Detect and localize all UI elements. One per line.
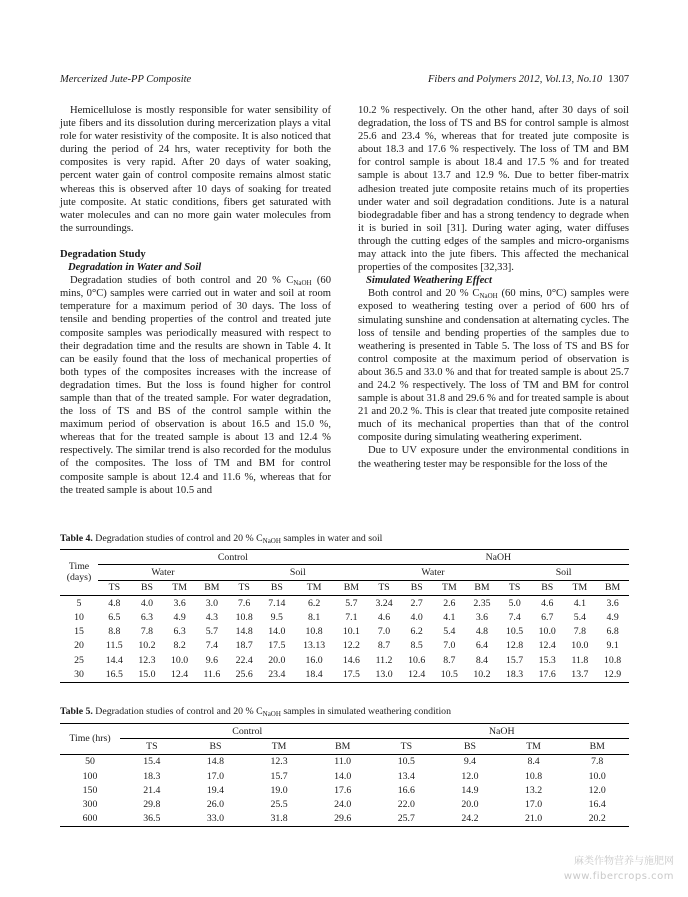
table5-value-cell: 31.8 (270, 813, 288, 825)
table4-value-cell: 7.14 (268, 597, 286, 609)
table4-env-soil: Soil (228, 565, 368, 580)
subscript: NaOH (479, 292, 498, 301)
subsection-heading-weathering: Simulated Weathering Effect (366, 275, 492, 287)
table5-col-header: TS (400, 740, 413, 752)
table4-value-cell: 12.2 (342, 640, 360, 652)
table4-value-cell: 8.2 (173, 640, 186, 652)
table4-value-cell: 8.1 (307, 611, 321, 623)
table4-value-cell: 10.8 (235, 611, 253, 623)
text-fragment: samples in water and soil (280, 533, 383, 544)
table4-value-cell: 2.35 (473, 597, 491, 609)
table4-body (60, 595, 629, 682)
table4-value-cell: 15.7 (506, 654, 524, 666)
table5-value-cell: 12.0 (461, 770, 479, 782)
table4-value-cell: 6.2 (307, 597, 321, 609)
table4-col-header: TS (508, 582, 521, 594)
table4-value-cell: 10.8 (604, 654, 622, 666)
watermark-chinese: 麻类作物营养与施肥网 (574, 856, 674, 867)
table5-value-cell: 7.8 (591, 756, 604, 768)
table4-value-cell: 10.0 (538, 626, 556, 638)
table4-value-cell: 4.9 (173, 611, 186, 623)
table4-value-cell: 3.6 (173, 597, 186, 609)
table4-value-cell: 7.6 (238, 597, 251, 609)
table4-value-cell: 11.6 (203, 669, 221, 681)
table-row (60, 754, 629, 769)
table4-value-cell: 9.1 (606, 640, 619, 652)
table5-value-cell: 15.7 (270, 770, 288, 782)
table4-label: Table 4. (60, 533, 93, 544)
table5-value-cell: 20.0 (461, 799, 479, 811)
table5-value-cell: 36.5 (143, 813, 161, 825)
table4-value-cell: 7.8 (140, 626, 154, 638)
table4-time-cell: 25 (74, 654, 84, 666)
subsection-heading-water-soil: Degradation in Water and Soil (68, 262, 202, 274)
table5-value-cell: 8.4 (527, 756, 540, 768)
table4-value-cell: 12.8 (506, 640, 524, 652)
table-row (60, 667, 629, 682)
table4-value-cell: 4.1 (573, 597, 586, 609)
table4-value-cell: 8.8 (108, 626, 121, 638)
text-fragment: Degradation studies of control and 20 % C (92, 533, 263, 544)
table4-group-control: Control (98, 550, 368, 565)
table5-value-cell: 19.4 (206, 784, 225, 796)
table4-value-cell: 10.0 (171, 654, 189, 666)
table4-value-cell: 10.2 (473, 669, 491, 681)
table5-value-cell: 12.3 (270, 756, 288, 768)
table5-value-cell: 21.4 (143, 784, 161, 796)
table4-value-cell: 6.3 (173, 626, 186, 638)
table-row (60, 783, 629, 797)
table4-value-cell: 3.0 (205, 597, 218, 609)
table5-value-cell: 17.6 (334, 784, 352, 796)
table4 (60, 549, 629, 683)
table4-value-cell: 12.4 (408, 669, 426, 681)
table5-value-cell: 19.0 (270, 784, 288, 796)
text-fragment: (60 mins, 0°C) samples were exposed to weathering testing over a period of 600 hrs of simulating sunshine and condensation at alternating cycles. The loss of tensile and bending properties of the samples due to weathering is presented in Table 5. The loss of TS and BS for control composite at the maximum period of observation is about 36.5 and 33.0 % and that for treated sample is about 25.7 and 24.2 % respectively. The loss of TM and BM for control sample is about 31.8 and 29.6 % and for treated sample is about 21 and 20.2 %. This is clear that treated jute composite retained much of its mechanical properties than that of the control composite during simulating weathering experiment. (358, 288, 629, 444)
table5-col-header: BS (209, 740, 222, 752)
table4-value-cell: 23.4 (268, 669, 286, 681)
table4-value-cell: 7.8 (573, 626, 586, 638)
table4-value-cell: 5.4 (573, 611, 586, 623)
table-row (60, 639, 629, 653)
table5-value-cell: 29.6 (334, 813, 352, 825)
table4-col-header: TM (441, 582, 457, 594)
table5-col-header: BM (335, 740, 351, 752)
table4-col-header: BS (140, 582, 153, 594)
table4-value-cell: 8.5 (410, 640, 423, 652)
table4-value-cell: 8.4 (475, 654, 489, 666)
table5-value-cell: 26.0 (206, 799, 225, 811)
table4-value-cell: 4.6 (377, 611, 391, 623)
table4-col-header: TM (572, 582, 588, 594)
table4-value-cell: 15.0 (138, 669, 156, 681)
table4-col-header: TS (238, 582, 250, 594)
subscript: NaOH (293, 279, 312, 288)
table4-value-cell: 14.0 (268, 626, 286, 638)
table4-value-cell: 5.4 (443, 626, 456, 638)
table4-value-cell: 2.7 (410, 597, 423, 609)
table4-value-cell: 14.4 (105, 654, 123, 666)
table5-value-cell: 25.7 (397, 813, 415, 825)
table4-value-cell: 4.0 (140, 597, 154, 609)
table5-value-cell: 17.0 (206, 770, 225, 782)
table5-value-cell: 14.9 (461, 784, 479, 796)
subscript: NaOH (262, 710, 281, 718)
text-fragment: (60 mins, 0°C) samples were carried out in water and soil at room temperature for a maximum period of 30 days. The loss of tensile and bending properties of the control and treated jute composite samples was periodically measured with respect to their degradation time and the results are shown in Table 4. It can be easily found that the loss of mechanical properties of both types of the composites increases with the increase of degradation times. But the loss is found higher for control sample than that of the treated sample. For water degradation, the loss of TS and BS of the control sample within the maximum period of observation is about 16.5 and 15.0 %, whereas that for the treated sample is about 13 and 12.4 % respectively. The similar trend is also recorded for the modulus of the composites. The loss of TM and BM for control composite sample is about 12.4 and 11.6 %, whereas that for the treated sample is about 10.5 and (60, 275, 331, 496)
table5-value-cell: 21.0 (524, 813, 543, 825)
table4-value-cell: 22.4 (235, 654, 253, 666)
table5-value-cell: 9.4 (463, 756, 477, 768)
table4-value-cell: 12.9 (604, 669, 622, 681)
section-heading-degradation-study: Degradation Study (60, 248, 146, 260)
table4-col-header: BS (410, 582, 423, 594)
table5-value-cell: 13.2 (524, 784, 543, 796)
table4-value-cell: 13.7 (571, 669, 589, 681)
table-row (60, 595, 629, 610)
table4-value-cell: 25.6 (235, 669, 253, 681)
table4-env-soil: Soil (498, 565, 629, 580)
table4-group-naoh: NaOH (368, 550, 629, 565)
table5-time-header: Time (hrs) (69, 733, 111, 745)
table5 (60, 723, 629, 827)
table4-time-cell: 30 (74, 669, 84, 681)
table4-col-header: TS (378, 582, 390, 594)
table4-value-cell: 6.3 (140, 611, 154, 623)
table4-value-cell: 6.8 (606, 626, 619, 638)
table5-time-cell: 150 (82, 784, 98, 796)
table5-col-header: TM (526, 740, 541, 752)
table4-value-cell: 6.7 (541, 611, 554, 623)
paragraph-hemicellulose: Hemicellulose is mostly responsible for water sensibility of jute fibers and its dissolution during mercerization plays a vital role for water resistivity of the composite. It is also noticed that during the period of 24 hrs, water receptivity for both the composites is very rapid. After 20 days of water soaking, percent water gain of control composite remains almost static whereas this is observed after 10 days of soaking for treated jute composite. At static conditions, fibers get saturated with water molecules and can no more gain water molecules from the surroundings. (60, 105, 331, 234)
table5-value-cell: 14.0 (334, 770, 352, 782)
table-row (60, 610, 629, 624)
table4-value-cell: 18.7 (235, 640, 253, 652)
paragraph-weathering (358, 287, 629, 444)
table5-value-cell: 10.5 (397, 756, 415, 768)
table5-group-control: Control (120, 724, 375, 739)
table4-value-cell: 2.6 (443, 597, 456, 609)
table4-value-cell: 15.3 (538, 654, 556, 666)
table4-value-cell: 7.0 (377, 626, 391, 638)
journal-name: Fibers and Polymers 2012, Vol.13, No.10 (428, 74, 603, 85)
table5-col-header: TS (146, 740, 158, 752)
running-title: Mercerized Jute-PP Composite (60, 74, 192, 85)
table4-value-cell: 12.3 (138, 654, 156, 666)
table4-value-cell: 16.0 (305, 654, 323, 666)
table4-value-cell: 3.24 (375, 597, 393, 609)
table4-value-cell: 4.0 (410, 611, 423, 623)
table4-caption (60, 533, 382, 544)
table4-time-cell: 5 (76, 597, 82, 609)
table4-value-cell: 10.6 (408, 654, 426, 666)
table4-value-cell: 11.8 (571, 654, 589, 666)
table4-value-cell: 18.3 (506, 669, 524, 681)
table4-value-cell: 5.0 (508, 597, 521, 609)
table5-group-naoh: NaOH (375, 724, 630, 739)
table4-value-cell: 11.5 (105, 640, 123, 652)
text-fragment: Degradation studies of both control and 20 % C (70, 275, 294, 287)
table4-value-cell: 9.6 (205, 654, 218, 666)
left-column (60, 104, 331, 497)
table5-col-header: BS (463, 740, 476, 752)
table4-value-cell: 11.2 (375, 654, 393, 666)
paragraph-soil-results: 10.2 % respectively. On the other hand, after 30 days of soil degradation, the loss of TS and BS for control sample is almost 25.6 and 23.4 %, whereas that for treated jute composite is about 18.3 and 17.6 % respectively. The loss of TM and BM for control sample is about 18.4 and 17.5 % and for treated sample is about 13.7 and 12.9 %. Due to better fiber-matrix adhesion treated jute composite retains much of its properties under water and soil degradation conditions. Jute is a natural biodegradable fiber and has a strong tendency to degrade when it is buried in soil [31]. During water aging, water diffuses through the cutting edges of the samples and micro-organisms may attack into the jute fibers. This affected the mechanical properties of the composites [32,33]. (358, 105, 629, 274)
table4-value-cell: 16.5 (105, 669, 123, 681)
table4-value-cell: 6.4 (475, 640, 489, 652)
table4-value-cell: 7.4 (508, 611, 521, 623)
table4-value-cell: 10.8 (305, 626, 323, 638)
text-fragment: Degradation studies of control and 20 % C (92, 706, 263, 717)
table4-col-header: BS (270, 582, 283, 594)
table5-value-cell: 33.0 (206, 813, 225, 825)
table4-value-cell: 7.0 (443, 640, 456, 652)
table4-value-cell: 17.5 (268, 640, 286, 652)
watermark-url: www.fibercrops.com (563, 871, 674, 882)
table5-time-cell: 100 (82, 770, 98, 782)
table4-value-cell: 4.1 (443, 611, 456, 623)
table4-value-cell: 9.5 (270, 611, 283, 623)
table4-env-water: Water (368, 565, 499, 580)
table5-time-cell: 300 (82, 799, 98, 811)
table4-value-cell: 10.5 (506, 626, 524, 638)
table4-value-cell: 4.9 (606, 611, 619, 623)
table5-value-cell: 10.8 (524, 770, 543, 782)
table-row (60, 624, 629, 638)
paragraph-uv-exposure: Due to UV exposure under the environmental conditions in the weathering tester may be responsible for the loss of the (358, 445, 629, 470)
table4-value-cell: 4.6 (541, 597, 554, 609)
table5-col-header: TM (271, 740, 287, 752)
table4-env-water: Water (98, 565, 228, 580)
table5-value-cell: 17.0 (524, 799, 543, 811)
table5-value-cell: 20.2 (588, 813, 606, 825)
table5-time-cell: 600 (82, 813, 98, 825)
table5-value-cell: 15.4 (143, 756, 161, 768)
table4-value-cell: 7.1 (345, 611, 358, 623)
table4-value-cell: 12.4 (171, 669, 189, 681)
table4-value-cell: 10.0 (571, 640, 589, 652)
table4-col-header: BS (541, 582, 554, 594)
table5-col-header: BM (589, 740, 605, 752)
table4-value-cell: 13.0 (375, 669, 393, 681)
table4-value-cell: 17.6 (538, 669, 556, 681)
table5-value-cell: 16.6 (397, 784, 415, 796)
table4-time-cell: 15 (74, 626, 84, 638)
table4-value-cell: 8.7 (443, 654, 456, 666)
table5-value-cell: 25.5 (270, 799, 288, 811)
table4-value-cell: 10.2 (138, 640, 156, 652)
table5-label: Table 5. (60, 706, 93, 717)
text-fragment: samples in simulated weathering condition (280, 706, 451, 717)
table5-value-cell: 24.0 (334, 799, 352, 811)
subscript: NaOH (262, 537, 281, 545)
table4-value-cell: 5.7 (345, 597, 358, 609)
table5-value-cell: 18.3 (143, 770, 161, 782)
table5-value-cell: 11.0 (334, 756, 352, 768)
table4-value-cell: 3.6 (606, 597, 619, 609)
paragraph-gap (60, 235, 331, 248)
table5-value-cell: 16.4 (588, 799, 606, 811)
table5-body (60, 754, 629, 826)
table4-time-header: Time (days) (66, 561, 92, 584)
table5-value-cell: 10.0 (588, 770, 606, 782)
table4-col-header: BM (204, 582, 220, 594)
table4-col-header: BM (474, 582, 490, 594)
table4-col-header: TM (306, 582, 322, 594)
table4-value-cell: 10.1 (342, 626, 360, 638)
table4-value-cell: 4.8 (475, 626, 489, 638)
table5-value-cell: 24.2 (461, 813, 479, 825)
table4-value-cell: 3.6 (475, 611, 489, 623)
table4-col-header: TM (172, 582, 187, 594)
table4-value-cell: 18.4 (305, 669, 323, 681)
table4-col-header: BM (343, 582, 360, 594)
table5-value-cell: 29.8 (143, 799, 161, 811)
table4-value-cell: 6.5 (108, 611, 121, 623)
table4-time-cell: 20 (74, 640, 84, 652)
table4-value-cell: 20.0 (268, 654, 286, 666)
table4-value-cell: 4.3 (205, 611, 218, 623)
table4-value-cell: 6.2 (410, 626, 423, 638)
table4-time-cell: 10 (74, 611, 84, 623)
table4-value-cell: 10.5 (440, 669, 458, 681)
table4-col-header: BM (604, 582, 621, 594)
table5-value-cell: 12.0 (588, 784, 606, 796)
table4-value-cell: 12.4 (538, 640, 556, 652)
table5-value-cell: 22.0 (397, 799, 415, 811)
table4-value-cell: 7.4 (205, 640, 218, 652)
table4-value-cell: 5.7 (205, 626, 218, 638)
table4-value-cell: 4.8 (108, 597, 121, 609)
table5-time-cell: 50 (85, 756, 95, 768)
paragraph-degradation (60, 274, 331, 497)
table5-value-cell: 14.8 (206, 756, 225, 768)
table-row (60, 653, 629, 667)
table-row (60, 769, 629, 783)
table-row (60, 797, 629, 811)
table4-value-cell: 14.8 (235, 626, 253, 638)
table4-value-cell: 8.7 (377, 640, 391, 652)
page-number: 1307 (608, 74, 630, 85)
table5-value-cell: 13.4 (397, 770, 415, 782)
table-row (60, 812, 629, 827)
table4-col-header: TS (108, 582, 121, 594)
journal-citation (428, 74, 629, 85)
table4-value-cell: 13.13 (303, 640, 326, 652)
table4-value-cell: 14.6 (342, 654, 360, 666)
text-fragment: Both control and 20 % C (368, 288, 480, 300)
table4-value-cell: 17.5 (342, 669, 360, 681)
right-column (358, 104, 629, 471)
table5-caption (60, 706, 451, 717)
